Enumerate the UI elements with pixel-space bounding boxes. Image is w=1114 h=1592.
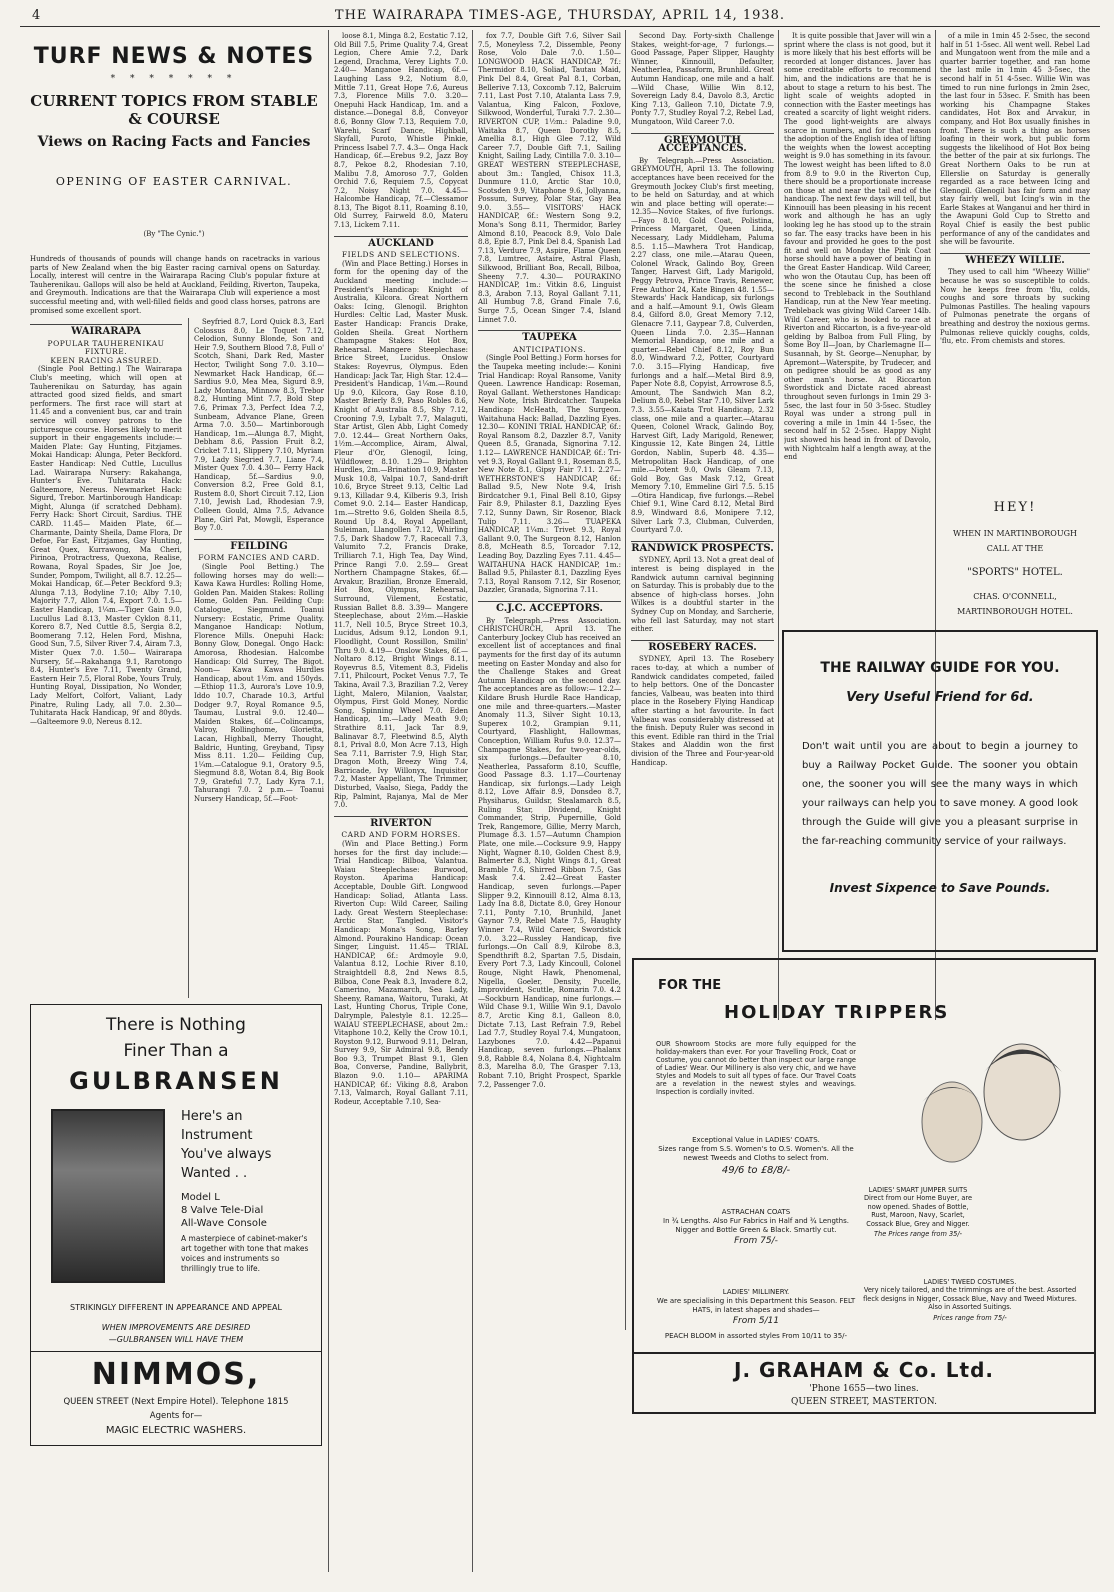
holiday-title: HOLIDAY TRIPPERS xyxy=(724,1002,950,1023)
gul-when: —GULBRANSEN WILL HAVE THEM xyxy=(108,1335,244,1344)
gulbransen-advert xyxy=(30,1004,322,1446)
column-rule xyxy=(188,318,189,998)
railway-body: Don't wait until you are about to begin a journey to buy a Railway Pocket Guide. The sooner you obtain one, the sooner you will see the many ways in which your railways can help you to save money. A good look through the Guide will give you a pleasant surprise in the far-reaching community service of your railways. xyxy=(802,741,1078,847)
hey-line: CALL AT THE xyxy=(986,544,1044,553)
astrakhan-body: In ¾ Lengths. Also Fur Fabrics in Half and ¾ Lengths. Nigger and Bottle Green & Black. Smartly cut. xyxy=(663,1217,849,1234)
tweed-body: Very nicely tailored, and the trimmings are of the best. Assorted fleck designs in Nigger, Cossack Blue, Navy and Tweed Mixtures. Also in Assorted Suitings. xyxy=(863,1286,1077,1312)
section-heading: WHEEZY WILLIE. xyxy=(940,253,1090,266)
column-auckland xyxy=(334,32,468,1572)
section-heading: GREYMOUTH ACCEPTANCES. xyxy=(631,133,774,154)
gul-model: Model L xyxy=(181,1192,220,1203)
gul-when: WHEN IMPROVEMENTS ARE DESIRED xyxy=(101,1323,251,1332)
turf-easter: OPENING OF EASTER CARNIVAL. xyxy=(55,175,293,188)
hotel-place: MARTINBOROUGH HOTEL. xyxy=(957,607,1073,616)
turf-intro: Hundreds of thousands of pounds will change hands on racetracks in various parts of New Zealand when the big Easter racing carnival opens on Saturday. Locally, interest will centre in the Wairarapa Racing Club's popular fixture at Tauherenikau. Gallops will also be held at Auckland, Feilding, Riverton, Taupeka, and Greymouth. Indications are that the Wairarapa Club will experience a most successful meeting and, with well-filled fields and good class horses, patrons are promised some excellent sport. xyxy=(30,255,320,315)
article-body: Second Day. Forty-sixth Challenge Stakes, weight-for-age, 7 furlongs.—Good Passage, Paper Slipper, Haughty Winner, Kinnouill, Defaulter, Neatherlea, Passaform, Brunhild. Great Autumn Handicap, one mile and a half.—Wild Chase, Willie Win 8.12, Sovereign Lady 8.4, Davolo 8.3, Arctic King 7.13, Galleon 7.10, Dictate 7.9, Ponty 7.7, Studley Royal 7.2, Rebel Lad, Mungatoon, Wild Career 7.0. xyxy=(631,32,774,126)
masthead-title: THE WAIRARAPA TIMES-AGE, THURSDAY, APRIL 14, 1938. xyxy=(334,8,786,23)
advert-body: They used to call him "Wheezy Willie" because he was so susceptible to colds. Now he keeps free from 'flu, colds, coughs and sore throats by sucking Pulmonas Pastilles. The healing vapours of Pulmonas penetrate the organs of breathing and destroy the noxious germs. Pulmonas relieve quickly coughs, colds, 'flu, etc. From chemists and stores. xyxy=(940,268,1090,346)
turf-subtitle: CURRENT TOPICS FROM STABLE & COURSE xyxy=(30,92,318,128)
column-rule xyxy=(778,30,779,1020)
hotel-name: "SPORTS" HOTEL. xyxy=(967,567,1063,578)
article-body: fox 7.7, Double Gift 7.6, Silver Sail 7.5, Moneyless 7.2, Dissemble, Peony Rose, Volo Dale 7.0. 1.50— LONGWOOD HACK HANDICAP, 7f.: Thermidor 8.10, Soliad, Tautau Maid, Pink Del 8.4, Great Pal 8.1, Corban, Bellerive 7.13, Coxcomb 7.12, Balcruim 7.11, Last Post 7.10, Atalanta Lass 7.9, Valantua, King Falcon, Foxlove, Silkwood, Wonderful, Turaki 7.7. 2.30— RIVERTON CUP, 1½m.: Paladine 9.0, Waitaka 8.7, Queen Dorothy 8.5, Amellia 8.1, High Glee 7.12, Wild Career 7.7, Double Gift 7.1, Sailing Knight, Sailing Lady, Cintilla 7.0. 3.10— GREAT WESTERN STEEPLECHASE, about 3m.: Tangled, Chisox 11.3, Dunmure 11.0, Arctic Star 10.0, Scotsden 9.9, Vitaphone 9.6, Jollyanna, Possum, Survey, Polar Star, Gay Bea 9.0. 3.55— VISITORS' HACK HANDICAP, 6f.: Western Song 9.2, Mona's Song 8.11, Thermidor, Barley Almond 8.10, Peacock 8.9, Volo Dale 8.8, Epie 8.7, Pink Del 8.4, Spanish Lad 7.13, Verdure 7.9, Aspire, Flame Queen 7.8, Lumtrec, Astaire, Astral Flash, Silkwood, Brilliant Boa, Recall, Bilboa, Sheeny 7.7. 4.30— POURAKINO HANDICAP, 1m.: Vitkin 8.6, Linguist 8.3, Arabon 7.13, Royal Gallant 7.11, All Humbug 7.8, Grand Finale 7.6, Surge 7.5, Ocean Singer 7.4, Island Linnet 7.0. xyxy=(478,32,621,324)
gul-line2: Finer Than a xyxy=(123,1041,229,1061)
coats-head: Exceptional Value in LADIES' COATS. xyxy=(692,1136,820,1144)
gul-brand: GULBRANSEN xyxy=(69,1067,283,1095)
column-feilding xyxy=(194,318,324,998)
column-rule xyxy=(472,30,473,1572)
column-rule xyxy=(328,30,329,1572)
section-heading: FEILDING xyxy=(194,539,324,552)
section-heading: TAUPEKA xyxy=(478,330,621,343)
gul-model: 8 Valve Tele-Dial xyxy=(181,1205,264,1216)
nimmos-name: NIMMOS, xyxy=(91,1357,261,1392)
jumper-body: Direct from our Home Buyer, are now opened. Shades of Bottle, Rust, Maroon, Navy, Scarlet, Cossack Blue, Grey and Nigger. xyxy=(863,1194,973,1228)
railway-subtitle: Very Useful Friend for 6d. xyxy=(846,690,1034,705)
gul-feature: Here's an xyxy=(181,1109,243,1124)
section-heading: RIVERTON xyxy=(334,816,468,829)
jumper-price: The Prices range from 35/- xyxy=(874,1230,962,1239)
astrakhan-head: ASTRACHAN COATS xyxy=(721,1208,791,1216)
section-heading: C.J.C. ACCEPTORS. xyxy=(478,601,621,614)
tweed-price: Prices range from 75/- xyxy=(933,1313,1007,1322)
millinery-head: LADIES' MILLINERY. xyxy=(722,1288,790,1296)
gul-model: All-Wave Console xyxy=(181,1218,267,1229)
sub-heading: FIELDS AND SELECTIONS. xyxy=(341,250,461,260)
graham-name: J. GRAHAM & Co. Ltd. xyxy=(734,1358,994,1382)
millinery-body: We are specialising in this Department this Season. FELT HATS, in latest shapes and shades— xyxy=(656,1297,856,1314)
portrait-illustration xyxy=(872,1032,1082,1182)
article-body: (Single Pool Betting.) The following horses may do well:— Kawa Kawa Hurdles: Rolling Home, Golden Pan. Maiden Stakes: Rolling Home, Golden Pan. Feilding Cup: Catalogue, Siegmund. Toanui Nursery: Ecstatic, Prime Quality. Manganoe Handicap: Notlum, Florence Mills. Onepuhi Hack: Bonny Glow, Donegal. Ongo Hack: Amorosa, Rhodesian. Halcombe Handicap: Old Surrey, The Bigot. Noon— Kawa Kawa Hurdles Handicap, about 1½m. and 150yds.—Ethiop 11.3, Aurora's Love 10.9, Iddo 10.7, Charade 10.3, Artful Dodger 9.7, Royal Romance 9.5, Taumau, Lustral 9.0. 12.40— Maiden Stakes, 6f.—Colincamps, Valroy, Rollinghome, Glorietta, Lacan, Highball, Merry Thought, Baldric, Hunting, Greyband, Tipsy Miss 8.11. 1.20— Feilding Cup, 1¼m.—Catalogue 9.1, Oratory 9.5, Siegmund 8.8, Wotan 8.4, Big Book 7.9, Grateful 7.7, Lady Kyra 7.1, Tahurangi 7.0. 2 p.m.— Toanui Nursery Handicap, 5f.—Foot- xyxy=(194,563,324,804)
section-heading: RANDWICK PROSPECTS. xyxy=(631,542,774,554)
gul-line1: There is Nothing xyxy=(106,1015,246,1035)
railway-advert xyxy=(782,630,1098,952)
article-body: (Single Pool Betting.) The Wairarapa Club's meeting, which will open at Tauherenikau on Saturday, has again attracted good sized fields, and smart performers. The first race will start at 11.45 and a convenient bus, car and train service will convey patrons to the picturesque course. Horses likely to merit support in their engagements include:— Maiden Plate: Gay Hunting, Fitzjames. Mokai Handicap: Alunga, Peter Beckford. Easter Handicap: Ned Cuttle, Lucullus Lad. Wairarapa Nursery: Rakahanga, Hunter's Eve. Tuhitarata Hack: Galteemore, Nereus. Newmarket Hack: Sigurd, Trebor. Martinborough Handicap: Might, Alunga (if scratched Debham). Ferry Hack: Short Circuit, Sardius. THE CARD. 11.45— Maiden Plate, 6f.—Charmante, Dainty Sheila, Dame Flora, Dr Defoe, Far East, Fitzjames, Gay Hunting, Great Quex, Kurrawong, Ma Cheri, Pirinoa, Protractress, Quexona, Realise, Rowana, Royal Spades, Sir Joe Joe, Sunder, Pompom, Twilight, all 8.7. 12.25— Mokai Handicap, 6f.—Peter Beckford 9.3; Alunga 7.13, Bodyline 7.10; Alby 7.10, Majority 7.7, Allon 7.4, Export 7.0. 1.5— Easter Handicap, 1¼m.—Tiger Gain 9.0, Lucullus Lad 8.13, Master Cyklon 8.11, Korero 8.7, Ned Cuttle 8.5, Sergia 8.2, Boomerang 7.12, Helen Ford, Mishna, Good Sun, 7.5, Silver River 7.4, Airam 7.3, Mister Quex 7.0. 1.50— Wairarapa Nursery, 5f.—Rakahanga 9.1, Rarotongo 8.4, Hunter's Eve 7.11, Twenty Grand, Eastern Heir 7.5, Floral Robe, Yours Truly, Hunting Royal, Dissipation, No Wonder, Lady Melfort, Colfort, Valiant, Lady Pinatre, Ruling Lady, all 7.0. 2.30— Tuhitarata Hack Handicap, 9f and 80yds.—Galteemore 9.0, Nereus 8.12. xyxy=(30,365,182,726)
holiday-intro: OUR Showroom Stocks are more fully equipped for the holiday-makers than ever. For your Travelling Frock, Coat or Costume, you cannot do better than inspect our large range of Ladies' Wear. Our Millinery is also very chic, and we have Styles and Models to suit all types of face. Our Travel Coats are a revelation in the newest styles and weavings. Inspection is cordially invited. xyxy=(656,1040,856,1096)
article-body: By Telegraph.—Press Association. GREYMOUTH, April 13. The following acceptances have been received for the Greymouth Jockey Club's first meeting, to be held on Saturday, and at which win and place betting will operate:— 12.35—Novice Stakes, of five furlongs.—Fayo 8.10, Gold Coat, Polistina, Princess Margaret, Queen Linda, Necessary, Lady Middleham, Paluma 8.5. 1.15—Mawhera Trot Handicap, 2.27 class, one mile.—Atarau Queen, Colonel Wrack, Galindo Boy, Green Tanger, Harvest Gift, Lady Marigold, Peggy Petrova, Prince Travis, Renewer, Free Author 24, Kate Bingen 48. 1.55—Stewards' Hack Handicap, six furlongs and a half.—Amount 9.1, Owls Gleam 8.4, Gilford 8.0, Great Memory 7.12, Glenacre 7.11, Gaypear 7.8, Culverden, Queen Linda 7.0. 2.35—Hannan Memorial Handicap, one mile and a quarter.—Rebel Chief 8.12, Roy Bun 8.0, Windward 7.2, Potter, Courtyard 7.0. 3.15—Flying Handicap, five furlongs and a half.—Metal Bird 8.9, Paper Note 8.8, Copyist, Arrowrose 8.5, Amount, The Sandwich Man 8.2, Delium 8.0, Rebel Star 7.10, Silver Lark 7.3. 3.55—Kaiata Trot Handicap, 2.32 class, one mile and a quarter.—Atarau Queen, Colonel Wrack, Galindo Boy, Harvest Gift, Lady Marigold, Renewer, Kingussie 12, Kate Bingen 24, Little Gordon, Nablin, Superb 48. 4.35—Metropolitan Hack Handicap, of one mile.—Potent 9.0, Owls Gleam 7.13, Gold Boy, Gas Mask 7.12, Great Memory 7.10, Emmeline Girl 7.5. 5.15—Otira Handicap, five furlongs.—Rebel Chief 9.1, Wine Card 8.12, Metal Bird 8.9, Windward 8.6, Monipere 7.12, Silver Lark 7.3, Clubman, Culverden, Courtyard 7.0. xyxy=(631,156,774,535)
page-number: 4 xyxy=(32,8,41,23)
column-wairarapa xyxy=(30,318,182,998)
article-body: loose 8.1, Minga 8.2, Ecstatic 7.12, Old Bill 7.5, Prime Quality 7.4, Great Legion, Chere Amie 7.2, Dark Legend, Drachma, Verey Lights 7.0. 2.40— Manganoe Handicap, 6f.—Laughing Lass 9.2, Notium 8.0, Mittle 7.11, Great Hope 7.6, Aureus 7.3, Florence Mills 7.0. 3.20— Onepuhi Hack Handicap, 1m. and a distance.—Donegal 8.8, Conveyor 8.6, Bonny Glow 7.13, Requiem 7.0, Warehi, Scarf Dance, Highball, Skyfall, Puroto, Whistle Pinkie, Princess Isabel 7.7. 4.3— Onga Hack Handicap, 6f.—Erebus 9.2, Jazz Boy 8.7, Pekoe 8.2, Rhodesian 7.10, Malibu 7.8, Amoroso 7.7, Golden Orchid 7.6, Requiem 7.5, Copycat 7.2, Noisy Night 7.0. 4.45— Halcombe Handicap, 7f.—Clessamor 8.13, The Bigot 8.11, Roaming 8.10, Old Surrey, Fairweld 8.0, Materu 7.13, Lickem 7.11. xyxy=(334,32,468,230)
gul-feature: You've always xyxy=(181,1147,272,1162)
sub-heading: ANTICIPATIONS. xyxy=(513,344,586,354)
nimmos-product: MAGIC ELECTRIC WASHERS. xyxy=(105,1425,247,1436)
nimmos-address: QUEEN STREET (Next Empire Hotel). Telephone 1815 xyxy=(63,1397,289,1407)
article-body: Seyfried 8.7, Lord Quick 8.3, Earl Colossus 8.0, Le Toquet 7.12, Celodion, Sunny Blonde, Son and Heir 7.9, Southern Blood 7.8, Full o' Scotch, Shani, Dark Red, Master Hector, Twilight Song 7.0. 3.10— Newmarket Hack Handicap, 6f.—Sardius 9.0, Mea Mea, Sigurd 8.9, Lady Montana, Minnow 8.3, Trebor 8.2, Hunting Mint 7.7, Bold Step 7.6, Primax 7.3, Perfect Idea 7.2, Sunbeam, Advance Plane, Green Arma 7.0. 3.50— Martinborough Handicap, 1m.—Alunga 8.7, Might, Debham 8.6, Passion Fruit 8.2, Cricket 7.11, Slippery 7.10, Myriam 7.9, Lady Siegried 7.7, Liane 7.4, Mister Quex 7.0. 4.30— Ferry Hack Handicap, 5f.—Sardius 9.0, Conversion 8.2, Free Gold 8.1, Rustem 8.0, Short Circuit 7.12, Lion 7.10, Jewish Lad, Rhodesian 7.9, Colleen Gould, Alma 7.5, Advance Plane, Girl Pat, Mowgli, Esperance Boy 7.0. xyxy=(194,318,324,533)
article-body: of a mile in 1min 45 2-5sec, the second half in 51 1-5sec. All went well. Rebel Lad and Mungatoon went from the mile and a quarter barrier together, and ran home the last mile in 1min 45 3-5sec, the second half in 51 4-5sec. Willie Win was timed to run nine furlongs in 2min 2sec, the last four in 53sec. F. Smith has been working his Champagne Stakes candidates, Hot Box and Arvakur, in company, and Hot Box usually finishes in front. There is such a thing as horses loafing in their work, but public form suggests the likelihood of Hot Box being the better of the pair at six furlongs. The Great Northern Oaks to be run at Ellerslie on Saturday is generally regarded as a race between Icing and Glenogil. Glenogil has fair form and may stay fairly well, but Icing's win in the Earle Stakes at Wanganui and her third in the Awapuni Gold Cup to Stretto and Royal Chief is easily the best public performance of any of the candidates and she will be favourite. xyxy=(940,32,1090,247)
article-body: SYDNEY, April 13. The Rosebery races to-day, at which a number of Randwick candidates competed, failed to help bettors. One of the Doncaster fancies, Valbeau, was beaten into third place in the Rosebery Flying Handicap after starting a hot favourite. In fact Valbeau was considerably distressed at the finish. Deputy Ruler was second in this event. Edible ran third in the Trial Stakes and Aladdin won the first division of the Three and Four-year-old Handicap. xyxy=(631,655,774,767)
astrakhan-price: From 75/- xyxy=(734,1236,778,1246)
sub-heading: KEEN RACING ASSURED. xyxy=(50,355,162,365)
column-rule xyxy=(625,30,626,1330)
gul-feature: Instrument xyxy=(181,1128,253,1143)
holiday-advert xyxy=(632,958,1096,1414)
coats-body: Sizes range from S.S. Women's to O.S. Women's. All the newest Tweeds and Cloths to select from. xyxy=(658,1145,854,1162)
article-body: By Telegraph.—Press Association. CHRISTCHURCH, April 13. The Canterbury Jockey Club has received an excellent list of acceptances and final payments for the first day of its autumn meeting on Easter Monday and also for the Challenge Stakes and Great Autumn Handicap on the second day. The acceptances are as follow:— 12.2—Kildare Brush Hurdle Race Handicap, one mile and three-quarters.—Master Anomaly 11.3, Silver Sight 10.13, Superex 10.2, Grampian 9.11, Courtyard, Flashlight, Hallowmas, Conception, William Rufus 9.0. 12.37—Champagne Stakes, for two-year-olds, six furlongs.—Defaulter 8.10, Neatherlea, Passaform 8.10, Scuffle, Good Passage 8.3. 1.17—Courtenay Handicap, six furlongs.—Lady Leigh 8.12, Love Affair 8.9, Donsdeo 8.7, Physiharus, Guildsr, Stealamarch 8.5, Ruling Star, Dividend, Knight Commander, Strip, Pupernille, Gold Trek, Rangemore, Gillie, Merry March, Plumage 8.3. 1.57—Autumn Champion Plate, one mile.—Cocksure 9.9, Happy Night, Wagner 8.10, Golden Chest 8.9, Balmerter 8.3, Night Wings 8.1, Great Bramble 7.6, Shirred Ribbon 7.5, Gas Mask 7.4. 2.42—Great Easter Handicap, seven furlongs.—Paper Slipper 9.2, Kinnouill 8.12, Alma 8.13, Lady Ina 8.8, Dictate 8.0, Grey Honour 7.11, Ponty 7.10, Brunhild, Janet Gaynor 7.9, Rebel Mate 7.5, Haughty Winner 7.4, Wild Career, Swordstick 7.0. 3.22—Russley Handicap, five furlongs.—On Call 8.9, Kilrobe 8.3, Spendthrift 8.2, Spartan 7.5, Disdain, Every Port 7.3, Lady Kincoull, Colonel Rouge, Night Hawk, Phenomenal, Nigella, Goeler, Density, Pucelle, Improvident, Scuttle, Romarin 7.0. 4.2—Sockburn Handicap, nine furlongs.—Wild Chase 9.1, Willie Win 9.1, Davolo 8.7, Arctic King 8.1, Galleon 8.0, Dictate 7.13, Last Refrain 7.9, Rebel Lad 7.7, Studley Royal 7.4, Mungatoon, Lazybones 7.0. 4.42—Papanui Handicap, seven furlongs.—Phalanx 9.8, Rabble 8.4, Nolana 8.4, Nightcalm 8.3, Marelha 8.0, The Grasper 7.13, Robant 7.10, Bright Prospect, Sparkle 7.2, Passenger 7.0. xyxy=(478,616,621,1089)
column-taupeka xyxy=(478,32,621,1572)
turf-title: TURF NEWS & NOTES xyxy=(33,44,315,69)
coats-price: 49/6 to £8/8/- xyxy=(721,1165,791,1176)
tweed-block xyxy=(860,1278,1080,1322)
millinery-price: From 5/11 xyxy=(732,1316,780,1326)
article-body: (Win and Place Betting.) Horses in form for the opening day of the Auckland meeting include:— President's Handicap: Knight of Australia, Kilcora. Great Northern Oaks: Icing, Glenogil. Brighton Hurdles: Celtic Lad, Master Musk. Easter Handicap: Francis Drake, Golden Sheila. Great Northern Champagne Stakes: Hot Box, Rehearsal. Mangere Steeplechase: Brice Street, Lucidus. Onslow Stakes: Royevrus, Olympus. Eden Handicap: Jack Tar, High Star. 12.4— President's Handicap, 1¼m.—Round Up 9.0, Kilcora, Gay Rose 8.10, Master Brierly 8.9, Paso Robles 8.6, Knight of Australia 8.5, Shy 7.12, Crooning 7.9, Lybalt 7.7, Malaguti, Star Artist, Glen Abb, Light Comedy 7.0. 12.44— Great Northern Oaks, 1½m.—Accomplice, Airam, Alwal, Fleur d'Or, Glenogil, Icing, Wildflower, 8.10. 1.29— Brighton Hurdles, 2m.—Brination 10.9, Master Musk 10.8, Valpai 10.7, Sand-drift 10.6, Bryce Street 9.13, Celtic Lad 9.13, Killadar 9.4, Kilberis 9.3, Irish Comet 9.0. 2.14— Easter Handicap, 1m.—Stretto 9.6, Golden Sheila 8.5, Round Up 8.4, Royal Appellant, Suleiman, Llangollen 7.12, Whirling 7.5, Dark Shadow 7.7, Racecall 7.3, Valumito 7.2, Francis Drake, Trilliarch 7.1, High Tea, Day Wind, Prince Rangi 7.0. 2.59— Great Northern Champagne Stakes, 6f.—Arvakur, Brazilian, Bronze Emerald, Hot Box, Olympus, Rehearsal, Surround, Vilement, Ecstatic, Russian Ballet 8.8. 3.39— Mangere Steeplechase, about 2½m.—Haskie 11.7, Nell 10.5, Bryce Street 10.3, Lucidus, Adsum 9.12, London 9.1, Floodlight, Count Rossillon, Smilin' Thru 9.0. 4.19— Onslow Stakes, 6f.—Noltaro 8.12, Bright Wings 8.11, Royevrus 8.5, Vitement 8.3, Fidelis 7.11, Philcourt, Pocket Venus 7.7, Te Takina, Avail 7.3, Brazilian 7.2, Verey Light, Malero, Milanion, Vaalstar, Olympus, First Gold Money, Nordic Song, Spinning Wheel 7.0. Eden Handicap, 1m.—Lady Meath 9.0; Strathire 8.11, Jack Tar 8.9, Balinavar 8.7, Fleetwind 8.5, Alyth 8.1, Prival 8.0, Mon Acre 7.13, High Sea 7.11, Barrister 7.9, High Star, Dragon Moth, Breezy Wing 7.4, Barricade, Ivy Willonyx, Inquisitor 7.2, Master Appellant, The Trimmer, Disturbed, Vaalso, Siega, Paddy the Rip, Palmint, Rajanya, Mal de Mer 7.0. xyxy=(334,259,468,810)
jumper-block xyxy=(860,1186,976,1238)
article-body: SYDNEY, April 13. Not a great deal of interest is being displayed in the Randwick autumn carnival beginning on Saturday. This is probably due to the absence of high-class horses. John Wilkes is a doubtful starter in the Sydney Cup on Monday, and Sarcherie, who fell last Saturday, may not start either. xyxy=(631,556,774,634)
gul-feature: Wanted . . xyxy=(181,1166,248,1181)
railway-footer: Invest Sixpence to Save Pounds. xyxy=(829,881,1051,895)
hey-title: HEY! xyxy=(993,500,1037,515)
article-body: (Win and Place Betting.) Form horses for the first day include:— Trial Handicap: Bilboa, Valantua. Waiau Steeplechase: Burwood, Royston. Aparima Handicap: Acceptable, Double Gift. Longwood Handicap: Soliad, Atlanta Lass. Riverton Cup: Wild Career, Sailing Lady. Great Western Steeplechase: Arctic Star, Tangled. Visitor's Handicap: Mona's Song, Barley Almond. Pourakino Handicap: Ocean Singer, Linguist. 11.45— TRIAL HANDICAP, 6f.: Ardmoyle 9.0, Valantua 8.12, Lochie River 8.10, Straightdell 8.8, 2nd News 8.5, Bilboa, Cone Peak 8.3, Invadere 8.2, Camerino, Mazamarch, Sea Lady, Sheeny, Ramana, Waitoru, Turaki, At Last, Hunting Chorus, Triple Cone, Dalrymple, Palestyle 8.1. 12.25— WAIAU STEEPLECHASE, about 2m.: Vitaphone 10.2, Kelly the Crow 10.1, Royston 9.12, Burwood 9.11, Delran, Survey 9.9, Sir Admiral 9.8, Bendy Boo 9.3, Trumpet Blast 9.1, Glen Boa, Converse, Pandine, Ballybrit, Blazon 9.0. 1.10— APARIMA HANDICAP, 6f.: Viking 8.8, Arabon 7.13, Valmarch, Royal Gallant 7.11, Rodeur, Acceptable 7.10, Sea- xyxy=(334,840,468,1106)
gul-desc: A masterpiece of cabinet-maker's art together with tone that makes voices and instruments so thrillingly true to life. xyxy=(181,1234,309,1273)
section-heading: WAIRARAPA xyxy=(30,324,182,337)
tweed-head: LADIES' TWEED COSTUMES. xyxy=(923,1278,1017,1286)
sub-heading: CARD AND FORM HORSES. xyxy=(341,830,461,840)
sub-heading: POPULAR TAUHERENIKAU FIXTURE. xyxy=(47,338,165,357)
millinery-block xyxy=(656,1288,856,1326)
gul-strike: STRIKINGLY DIFFERENT IN APPEARANCE AND APPEAL xyxy=(70,1303,282,1312)
column-notes-continued xyxy=(940,32,1090,502)
section-heading: ROSEBERY RACES. xyxy=(631,640,774,653)
section-heading: AUCKLAND xyxy=(334,236,468,249)
article-body: (Single Pool Betting.) Form horses for the Taupeka meeting include:— Konini Trial Handicap: Royal Ransome, Vanity Queen. Lawrence Handicap: Roseman, Royal Gallant. Wetherstones Handicap: New Note, Irish Birdcatcher. Taupeka Handicap: McHeath, The Surgeon. Waitahuna Hack: Ballad, Dazzling Eyes. 12.30— KONINI TRIAL HANDICAP, 6f.: Royal Ransom 8.2, Dazzler 8.7, Vanity Queen 8.5, Granada, Signorina 7.12. 1.12— LAWRENCE HANDICAP, 6f.: Tri-vet 9.3, Royal Gallant 9.1, Roseman 8.5, New Note 8.1, Gipsy Fair 7.11. 2.27— WETHERSTONE'S HANDICAP, 6f.: Ballad 9.5, New Note 9.4, Irish Birdcatcher 9.1, Final Bell 8.10, Gipsy Fair 8.9, Philaster 8.1, Dazzling Eyes 7.12, Sunny Dawn, Sir Rosenor, Black Tulip 7.11. 3.26— TUAPEKA HANDICAP, 1¼m.: Trivet 9.3, Royal Gallant 9.0, The Surgeon 8.12, Hanlon 8.8, McHeath 8.5, Torcador 7.12, Leading Boy, Dazzling Eyes 7.11. 4.45— WAITAHUNA HACK HANDICAP, 1m.: Ballad 9.5, Philaster 8.1, Dazzling Eyes 7.13, Royal Ransom 7.12, Sir Rosenor, Dazzler, Granada, Signorina 7.11. xyxy=(478,354,621,595)
turf-byline: (By "The Cynic.") xyxy=(143,230,205,238)
gul-features xyxy=(181,1107,311,1274)
turf-views: Views on Racing Facts and Fancies xyxy=(37,134,311,150)
graham-phone: 'Phone 1655—two lines. xyxy=(809,1384,919,1394)
jumper-head: LADIES' SMART JUMPER SUITS xyxy=(868,1186,968,1194)
coats-block xyxy=(656,1136,856,1175)
astrakhan-block xyxy=(656,1208,856,1246)
article-body: It is quite possible that Javer will win a sprint where the class is not good, but it is more likely that his best efforts will be recorded at longer distances. Javer has some creditable efforts to recommend him, and the indications are that he is about to stage a return to his best. The light scale of weights adopted in connection with the Easter meetings has created a scarcity of light weight riders. The good light-weights are always scarce in numbers, and for that reason the adoption of the English idea of lifting the weights when the lowest accepting weight is 9.0 has something in its favour. The lowest weight has been lifted to 8.0 from 8.9 to 9.0 in the Riverton Cup, there should be a proportionate increase on those at and near the tail end of the handicap. The next few days will tell, but Kinnouill has been pleasing in his recent work and although he has an ugly looking leg he has stood up to the strain so far. The easy tracks have been in his favour and provided he goes to the post fit and well on Monday the Pink Coat horse should have a power of beating in the Great Easter Handicap. Wild Career, who won the Otautau Cup, has been off the scene since he finished a close second to Trebleback in the Southland Handicap, run at the New Year meeting. Trebleback was giving Wild Career 14lb. Wild Career, who is booked to race at Riverton and Riccarton, is a five-year-old gelding by Balboa from Full Fling, by Some Boy II—Joan, by Charlemagne II—Susannah, by St. George—Nenuphar, by Apremont—Waterspite, by Trudecer, and on pedigree should be as good as any other man's horse. At Riccarton Swordstick and Dictate raced abreast throughout seven furlongs in 1min 29 3-5sec, the last four in 50 3-5sec. Studley Royal was under a strong pull in covering a mile in 1min 44 1-5sec, the second half in 52 2-5sec. Happy Night just showed his head in front of Davolo, with Nightcalm half a length away, at the end xyxy=(784,32,931,462)
holiday-for: FOR THE xyxy=(658,978,722,993)
nimmos-agents: Agents for— xyxy=(149,1411,203,1421)
sub-heading: FORM FANCIES AND CARD. xyxy=(198,553,320,563)
hotel-owner: CHAS. O'CONNELL, xyxy=(973,592,1057,601)
graham-street: QUEEN STREET, MASTERTON. xyxy=(791,1397,937,1407)
page-header xyxy=(20,6,1100,27)
radio-console-illustration xyxy=(51,1109,165,1283)
peach-bloom: PEACH BLOOM in assorted styles From 10/11 to 35/- xyxy=(664,1332,848,1340)
hey-line: WHEN IN MARTINBOROUGH xyxy=(953,529,1077,538)
railway-title: THE RAILWAY GUIDE FOR YOU. xyxy=(820,660,1060,676)
hotel-advert xyxy=(940,500,1090,616)
turf-stars: * * * * * * * xyxy=(110,74,238,84)
